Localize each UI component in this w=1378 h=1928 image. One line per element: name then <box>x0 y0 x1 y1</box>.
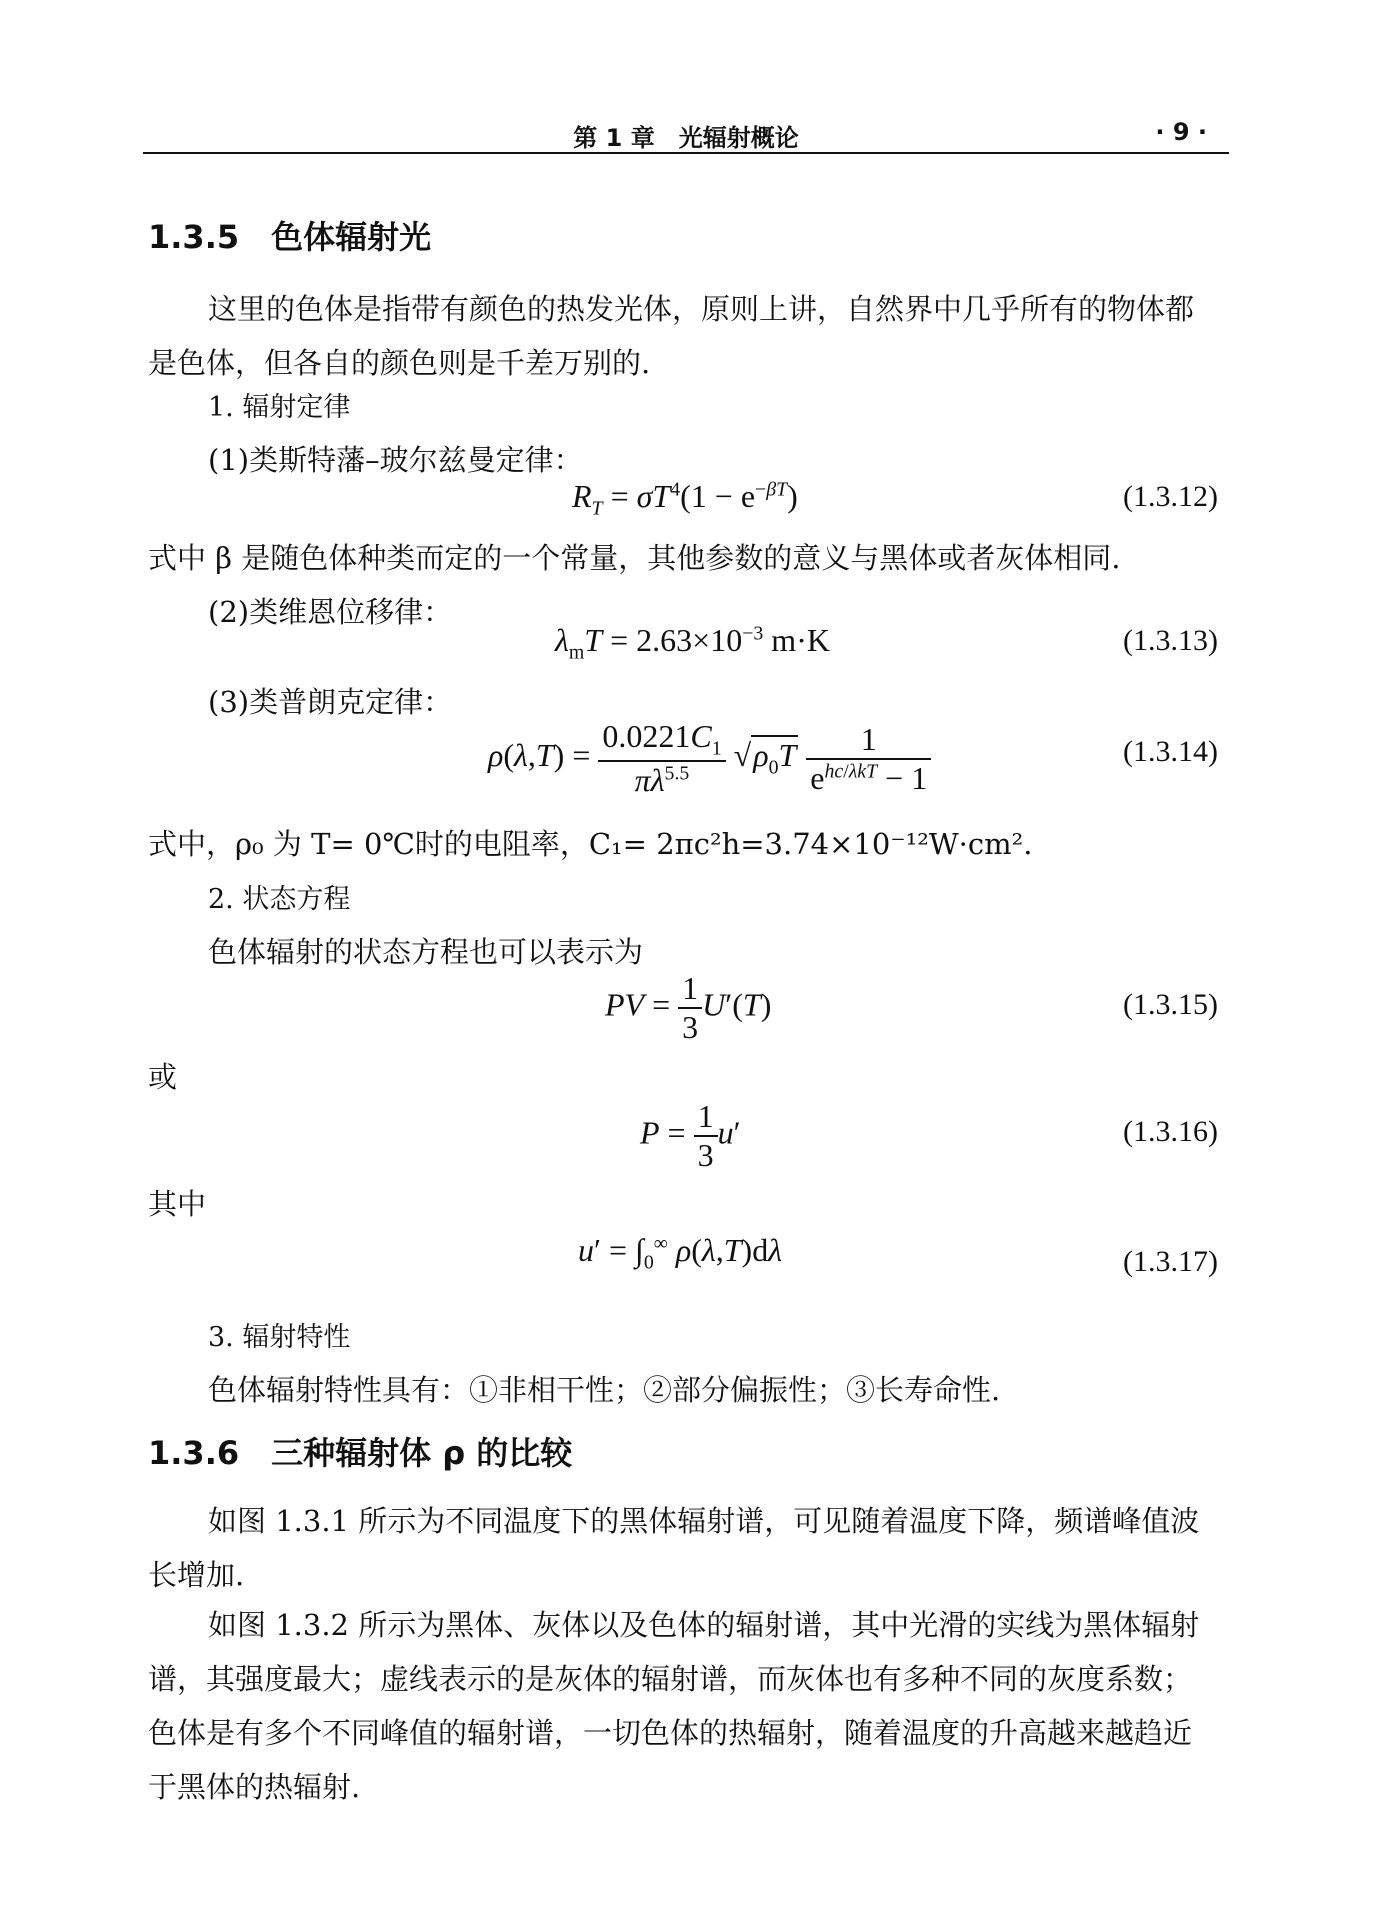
paragraph-fig-1-3-1: 如图 1.3.1 所示为不同温度下的黑体辐射谱，可见随着温度下降，频谱峰值波长增加. <box>148 1504 1200 1592</box>
page-number: · 9 · <box>1155 118 1207 146</box>
properties-list: 色体辐射特性具有：①非相干性；②部分偏振性；③长寿命性. <box>208 1373 1001 1407</box>
eq12-note: 式中 β 是随色体种类而定的一个常量，其他参数的意义与黑体或者灰体相同. <box>148 541 1121 575</box>
paragraph-fig-1-3-2: 如图 1.3.2 所示为黑体、灰体以及色体的辐射谱，其中光滑的实线为黑体辐射谱，其强度最大；虚线表示的是灰体的辐射谱，而灰体也有多种不同的灰度系数；色体是有多个不同峰值的辐射谱，一切色体的热辐射，随着温度的升高越来越趋近于黑体的热辐射. <box>148 1608 1200 1804</box>
eq-number-1-3-17: (1.3.17) <box>1123 1245 1218 1278</box>
state-equation-intro: 色体辐射的状态方程也可以表示为 <box>208 935 644 969</box>
chapter-title: 第 1 章 光辐射概论 <box>573 124 799 152</box>
equation-1-3-14: ρ(λ,T) = $\frac{0.0221C_1}{\pi\lambda^{5.5}}$ $√\rho_0T$ $\frac{1}{e^{hc/\lambda kT} - 1}$ <box>488 718 931 799</box>
equation-1-3-13: $\lambda_mT = 2.63\times 10^{-3}$ m·K <box>555 622 830 664</box>
equation-1-3-17: $u' = \int_0^\infty$ ρ(λ,T)dλ <box>578 1232 783 1274</box>
eq-number-1-3-15: (1.3.15) <box>1123 988 1218 1021</box>
section-heading-1-3-5: 1.3.5 色体辐射光 <box>148 218 432 256</box>
law-wien: (2)类维恩位移律： <box>208 595 453 629</box>
item-radiation-law: 1. 辐射定律 <box>208 392 351 423</box>
running-header <box>143 112 1229 154</box>
section-heading-1-3-6: 1.3.6 三种辐射体 ρ 的比较 <box>148 1434 573 1472</box>
intro-paragraph: 这里的色体是指带有颜色的热发光体，原则上讲，自然界中几乎所有的物体都是色体，但各自的颜色则是千差万别的. <box>148 292 1195 380</box>
equation-1-3-12: $R_T = \sigma T^4(1 - e^{-\beta T})$ <box>572 478 798 520</box>
item-state-equation: 2. 状态方程 <box>208 884 351 915</box>
eq-number-1-3-14: (1.3.14) <box>1123 735 1218 768</box>
eq-number-1-3-12: (1.3.12) <box>1123 480 1218 513</box>
or-label: 或 <box>148 1060 178 1094</box>
where-label: 其中 <box>148 1187 207 1221</box>
equation-1-3-16: P = $\frac{1}{3}$ u′ <box>640 1098 741 1173</box>
eq14-note: 式中，ρ₀ 为 T= 0℃时的电阻率，C₁= 2πc²h=3.74×10⁻¹²W·cm². <box>148 827 1033 861</box>
law-stefan-boltzmann: (1)类斯特藩–玻尔兹曼定律： <box>208 443 583 477</box>
law-planck: (3)类普朗克定律： <box>208 685 453 719</box>
item-radiation-properties: 3. 辐射特性 <box>208 1322 351 1353</box>
eq-number-1-3-13: (1.3.13) <box>1123 624 1218 657</box>
eq-number-1-3-16: (1.3.16) <box>1123 1115 1218 1148</box>
equation-1-3-15: PV = $\frac{1}{3}$ U′(T) <box>605 970 772 1045</box>
